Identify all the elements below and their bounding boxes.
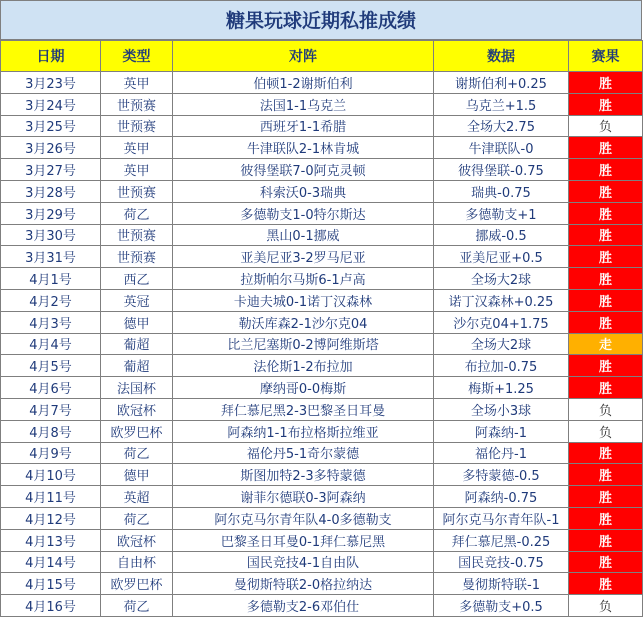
cell-type: 葡超 — [101, 355, 173, 377]
cell-data: 亚美尼亚+0.5 — [434, 246, 569, 268]
cell-date: 3月28号 — [1, 180, 101, 202]
cell-match: 亚美尼亚3-2罗马尼亚 — [173, 246, 434, 268]
cell-match: 摩纳哥0-0梅斯 — [173, 377, 434, 399]
cell-result: 负 — [569, 420, 643, 442]
cell-date: 4月14号 — [1, 551, 101, 573]
table-row — [1, 224, 643, 246]
cell-match: 法伦斯1-2布拉加 — [173, 355, 434, 377]
table-row — [1, 464, 643, 486]
cell-date: 3月23号 — [1, 72, 101, 94]
cell-match: 牛津联队2-1林肯城 — [173, 137, 434, 159]
cell-date: 3月31号 — [1, 246, 101, 268]
cell-result: 胜 — [569, 529, 643, 551]
cell-match: 阿尔克马尔青年队4-0多德勒支 — [173, 507, 434, 529]
cell-result: 胜 — [569, 464, 643, 486]
cell-data: 国民竞技-0.75 — [434, 551, 569, 573]
cell-date: 4月16号 — [1, 595, 101, 617]
cell-date: 4月10号 — [1, 464, 101, 486]
cell-match: 西班牙1-1希腊 — [173, 115, 434, 137]
cell-result: 胜 — [569, 507, 643, 529]
table-row — [1, 355, 643, 377]
cell-result: 胜 — [569, 377, 643, 399]
table-row — [1, 573, 643, 595]
table-row — [1, 486, 643, 508]
cell-date: 4月12号 — [1, 507, 101, 529]
cell-match: 多德勒支2-6邓伯仕 — [173, 595, 434, 617]
cell-data: 梅斯+1.25 — [434, 377, 569, 399]
cell-result: 胜 — [569, 289, 643, 311]
table-row — [1, 137, 643, 159]
header-date: 日期 — [1, 41, 101, 72]
cell-type: 英甲 — [101, 137, 173, 159]
cell-date: 3月27号 — [1, 159, 101, 181]
cell-type: 法国杯 — [101, 377, 173, 399]
cell-type: 世预赛 — [101, 246, 173, 268]
cell-date: 3月26号 — [1, 137, 101, 159]
cell-result: 走 — [569, 333, 643, 355]
cell-match: 国民竞技4-1自由队 — [173, 551, 434, 573]
cell-match: 谢菲尔德联0-3阿森纳 — [173, 486, 434, 508]
table-row — [1, 377, 643, 399]
cell-result: 负 — [569, 115, 643, 137]
cell-date: 4月5号 — [1, 355, 101, 377]
cell-match: 福伦丹5-1奇尔蒙德 — [173, 442, 434, 464]
cell-match: 科索沃0-3瑞典 — [173, 180, 434, 202]
cell-result: 胜 — [569, 573, 643, 595]
table-row — [1, 420, 643, 442]
cell-type: 世预赛 — [101, 224, 173, 246]
cell-date: 3月30号 — [1, 224, 101, 246]
cell-match: 比兰尼塞斯0-2博阿维斯塔 — [173, 333, 434, 355]
cell-type: 葡超 — [101, 333, 173, 355]
cell-type: 英超 — [101, 486, 173, 508]
cell-type: 英甲 — [101, 159, 173, 181]
cell-data: 全场大2.75 — [434, 115, 569, 137]
cell-result: 胜 — [569, 246, 643, 268]
cell-type: 荷乙 — [101, 442, 173, 464]
cell-type: 荷乙 — [101, 202, 173, 224]
cell-data: 挪威-0.5 — [434, 224, 569, 246]
cell-data: 彼得堡联-0.75 — [434, 159, 569, 181]
cell-type: 欧冠杯 — [101, 398, 173, 420]
table-row — [1, 202, 643, 224]
cell-data: 布拉加-0.75 — [434, 355, 569, 377]
cell-match: 多德勒支1-0特尔斯达 — [173, 202, 434, 224]
cell-type: 荷乙 — [101, 507, 173, 529]
cell-date: 3月25号 — [1, 115, 101, 137]
cell-match: 斯图加特2-3多特蒙德 — [173, 464, 434, 486]
cell-data: 多德勒支+0.5 — [434, 595, 569, 617]
table-row — [1, 159, 643, 181]
cell-result: 胜 — [569, 180, 643, 202]
header-data: 数据 — [434, 41, 569, 72]
cell-result: 胜 — [569, 224, 643, 246]
cell-date: 4月9号 — [1, 442, 101, 464]
cell-result: 胜 — [569, 159, 643, 181]
table-row — [1, 595, 643, 617]
cell-result: 负 — [569, 595, 643, 617]
table-row — [1, 72, 643, 94]
cell-data: 阿尔克马尔青年队-1 — [434, 507, 569, 529]
header-match: 对阵 — [173, 41, 434, 72]
cell-match: 彼得堡联7-0阿克灵顿 — [173, 159, 434, 181]
table-row — [1, 311, 643, 333]
cell-data: 诺丁汉森林+0.25 — [434, 289, 569, 311]
cell-result: 胜 — [569, 355, 643, 377]
cell-result: 胜 — [569, 202, 643, 224]
cell-data: 牛津联队-0 — [434, 137, 569, 159]
cell-type: 自由杯 — [101, 551, 173, 573]
cell-data: 拜仁慕尼黑-0.25 — [434, 529, 569, 551]
cell-type: 欧冠杯 — [101, 529, 173, 551]
table-row — [1, 398, 643, 420]
cell-date: 3月29号 — [1, 202, 101, 224]
cell-data: 阿森纳-0.75 — [434, 486, 569, 508]
cell-data: 谢斯伯利+0.25 — [434, 72, 569, 94]
cell-type: 英冠 — [101, 289, 173, 311]
table-row — [1, 551, 643, 573]
cell-match: 曼彻斯特联2-0格拉纳达 — [173, 573, 434, 595]
table-row — [1, 289, 643, 311]
cell-date: 4月15号 — [1, 573, 101, 595]
cell-date: 4月4号 — [1, 333, 101, 355]
table-row — [1, 333, 643, 355]
cell-type: 世预赛 — [101, 180, 173, 202]
cell-result: 胜 — [569, 93, 643, 115]
cell-type: 世预赛 — [101, 115, 173, 137]
cell-type: 英甲 — [101, 72, 173, 94]
cell-data: 沙尔克04+1.75 — [434, 311, 569, 333]
cell-data: 多特蒙德-0.5 — [434, 464, 569, 486]
cell-data: 阿森纳-1 — [434, 420, 569, 442]
cell-match: 巴黎圣日耳曼0-1拜仁慕尼黑 — [173, 529, 434, 551]
cell-date: 3月24号 — [1, 93, 101, 115]
cell-result: 胜 — [569, 137, 643, 159]
header-row — [1, 41, 643, 72]
cell-type: 荷乙 — [101, 595, 173, 617]
sheet-title: 糖果玩球近期私推成绩 — [0, 0, 642, 40]
cell-date: 4月7号 — [1, 398, 101, 420]
cell-data: 多德勒支+1 — [434, 202, 569, 224]
cell-type: 西乙 — [101, 268, 173, 290]
table-row — [1, 93, 643, 115]
cell-type: 德甲 — [101, 311, 173, 333]
cell-date: 4月11号 — [1, 486, 101, 508]
cell-data: 福伦丹-1 — [434, 442, 569, 464]
cell-match: 拉斯帕尔马斯6-1卢高 — [173, 268, 434, 290]
cell-result: 胜 — [569, 442, 643, 464]
cell-match: 伯顿1-2谢斯伯利 — [173, 72, 434, 94]
cell-data: 瑞典-0.75 — [434, 180, 569, 202]
cell-match: 法国1-1乌克兰 — [173, 93, 434, 115]
cell-result: 胜 — [569, 268, 643, 290]
cell-result: 胜 — [569, 311, 643, 333]
cell-data: 乌克兰+1.5 — [434, 93, 569, 115]
table-row — [1, 246, 643, 268]
cell-result: 负 — [569, 398, 643, 420]
table-row — [1, 529, 643, 551]
cell-result: 胜 — [569, 72, 643, 94]
cell-match: 拜仁慕尼黑2-3巴黎圣日耳曼 — [173, 398, 434, 420]
cell-type: 欧罗巴杯 — [101, 420, 173, 442]
cell-result: 胜 — [569, 551, 643, 573]
cell-type: 世预赛 — [101, 93, 173, 115]
cell-match: 黑山0-1挪威 — [173, 224, 434, 246]
cell-match: 阿森纳1-1布拉格斯拉维亚 — [173, 420, 434, 442]
cell-type: 德甲 — [101, 464, 173, 486]
table-row — [1, 268, 643, 290]
cell-date: 4月13号 — [1, 529, 101, 551]
cell-date: 4月2号 — [1, 289, 101, 311]
cell-date: 4月1号 — [1, 268, 101, 290]
header-result: 赛果 — [569, 41, 643, 72]
cell-result: 胜 — [569, 486, 643, 508]
cell-data: 全场小3球 — [434, 398, 569, 420]
results-table — [0, 40, 643, 617]
cell-match: 卡迪夫城0-1诺丁汉森林 — [173, 289, 434, 311]
table-row — [1, 442, 643, 464]
table-row — [1, 507, 643, 529]
cell-date: 4月8号 — [1, 420, 101, 442]
cell-data: 全场大2球 — [434, 268, 569, 290]
cell-type: 欧罗巴杯 — [101, 573, 173, 595]
cell-date: 4月3号 — [1, 311, 101, 333]
cell-data: 全场大2球 — [434, 333, 569, 355]
header-type: 类型 — [101, 41, 173, 72]
table-row — [1, 115, 643, 137]
table-row — [1, 180, 643, 202]
cell-date: 4月6号 — [1, 377, 101, 399]
cell-match: 勒沃库森2-1沙尔克04 — [173, 311, 434, 333]
cell-data: 曼彻斯特联-1 — [434, 573, 569, 595]
